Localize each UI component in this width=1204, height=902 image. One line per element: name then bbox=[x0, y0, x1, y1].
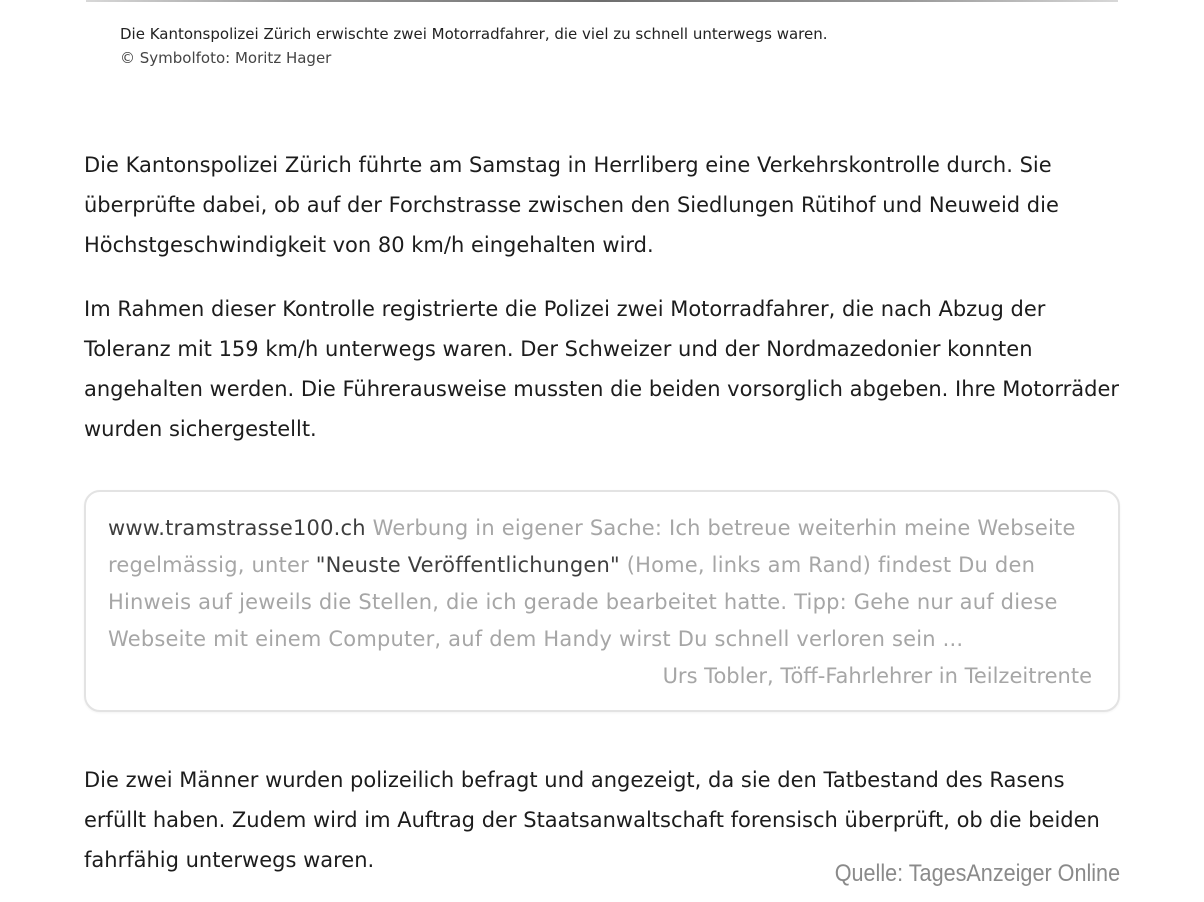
caption-text: Die Kantonspolizei Zürich erwischte zwei Motorradfahrer, die viel zu schnell unterwegs waren. bbox=[120, 25, 828, 43]
article-paragraph-3: Die zwei Männer wurden polizeilich befragt und angezeigt, da sie den Tatbestand des Rasens erfüllt haben. Zudem wird im Auftrag der Staatsanwaltschaft forensisch überprüft, ob die beiden fahrfähig unterwegs waren. bbox=[84, 768, 1100, 872]
promotion-intro: Werbung in eigener Sache: Ich betreue weiterhin meine Webseite regelmässig, unter bbox=[108, 516, 1076, 577]
article-paragraph-2: Im Rahmen dieser Kontrolle registrierte die Polizei zwei Motorradfahrer, die nach Abzug der Toleranz mit 159 km/h unterwegs waren. Der Schweizer und der Nordmazedonier konnten angehalten werden. Die Führerausweise mussten die beiden vorsorglich abgeben. Ihre Motorräder wurden sichergestellt. bbox=[84, 297, 1119, 441]
newest-publications-label: "Neuste Veröffentlichungen" bbox=[315, 553, 620, 577]
source-attribution: Quelle: TagesAnzeiger Online bbox=[834, 860, 1120, 887]
self-promotion-box bbox=[84, 490, 1120, 712]
article-paragraph-1: Die Kantonspolizei Zürich führte am Samstag in Herrliberg eine Verkehrskontrolle durch. Sie überprüfte dabei, ob auf der Forchstrasse zwischen den Siedlungen Rütihof und Neuweid die Höchstgeschwindigkeit von 80 km/h eingehalten wird. bbox=[84, 153, 1059, 257]
photo-credit: © Symbolfoto: Moritz Hager bbox=[120, 49, 332, 67]
image-caption bbox=[120, 22, 1120, 70]
website-link[interactable]: www.tramstrasse100.ch bbox=[108, 516, 366, 540]
promotion-text bbox=[108, 510, 1098, 658]
promotion-signoff: Urs Tobler, Töff-Fahrlehrer in Teilzeitrente bbox=[662, 664, 1092, 688]
article-image-edge bbox=[86, 0, 1118, 2]
promotion-rest: (Home, links am Rand) findest Du den Hinweis auf jeweils die Stellen, die ich gerade bearbeitet hatte. Tipp: Gehe nur auf diese Webseite mit einem Computer, auf dem Handy wirst Du schnell verloren sein ... bbox=[108, 553, 1058, 651]
